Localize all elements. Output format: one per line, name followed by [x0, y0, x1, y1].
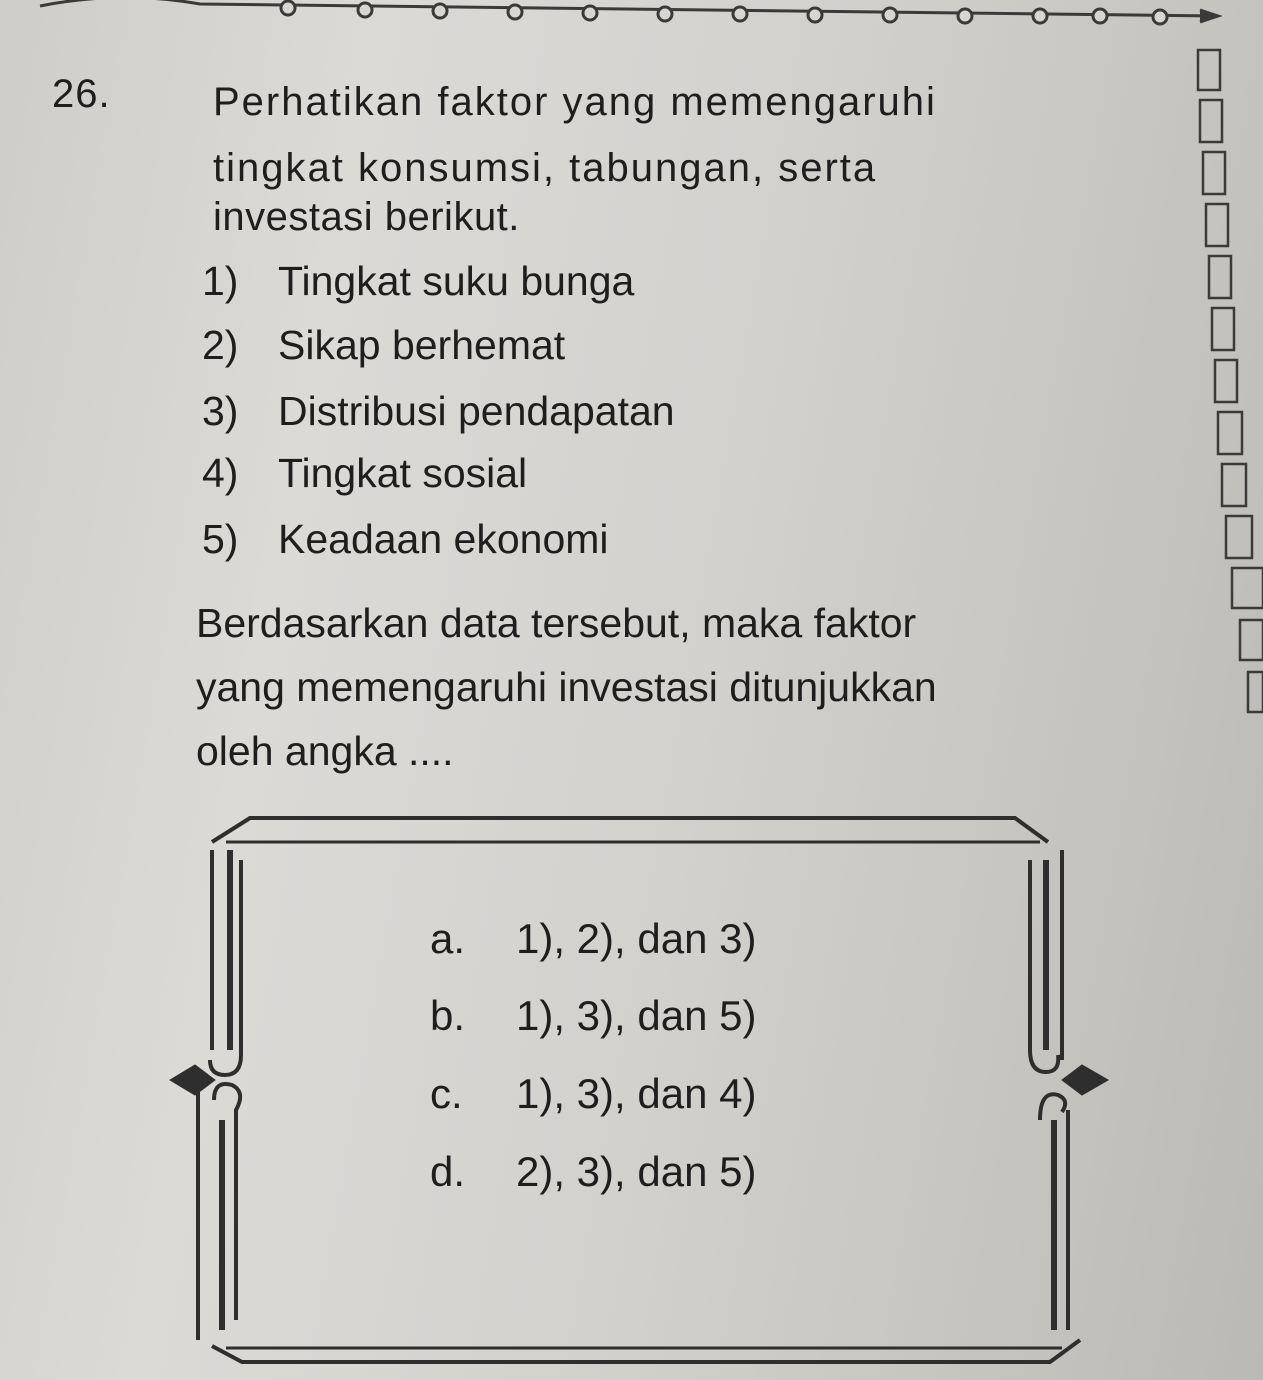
list-item-number: 1)	[202, 258, 239, 304]
list-item-number: 4)	[202, 450, 239, 496]
option-letter: c.	[430, 1070, 463, 1117]
option-letter: d.	[430, 1148, 466, 1195]
list-item	[202, 258, 634, 305]
list-item	[202, 450, 527, 497]
question-prompt-line-2: yang memengaruhi investasi ditunjukkan	[196, 664, 937, 710]
answer-option-a[interactable]	[430, 915, 756, 963]
option-letter: a.	[430, 915, 466, 962]
question-prompt-line-1: Berdasarkan data tersebut, maka faktor	[196, 600, 917, 646]
list-item-text: Sikap berhemat	[278, 322, 566, 368]
list-item-text: Distribusi pendapatan	[278, 388, 675, 434]
option-letter: b.	[430, 992, 466, 1039]
option-text: 1), 3), dan 4)	[516, 1070, 757, 1117]
list-item-number: 2)	[202, 322, 239, 368]
list-item-text: Keadaan ekonomi	[278, 516, 609, 562]
top-chain-border	[40, 0, 1218, 24]
question-number: 26.	[52, 72, 111, 116]
question-prompt-line-3: oleh angka ....	[196, 728, 454, 774]
list-item	[202, 322, 565, 369]
question-stem-line-3: investasi berikut.	[213, 195, 520, 239]
answer-option-b[interactable]	[430, 992, 756, 1040]
question-stem-line-2: tingkat konsumsi, tabungan, serta	[213, 146, 878, 190]
list-item	[202, 388, 675, 435]
option-text: 2), 3), dan 5)	[516, 1148, 757, 1195]
list-item	[202, 516, 609, 563]
list-item-number: 5)	[202, 516, 239, 562]
option-text: 1), 2), dan 3)	[516, 915, 757, 962]
list-item-text: Tingkat suku bunga	[278, 258, 635, 304]
list-item-text: Tingkat sosial	[278, 450, 528, 496]
option-text: 1), 3), dan 5)	[516, 992, 757, 1039]
answer-option-d[interactable]	[430, 1148, 756, 1196]
list-item-number: 3)	[202, 388, 239, 434]
right-checker-border	[1198, 50, 1263, 712]
question-stem-line-1: Perhatikan faktor yang memengaruhi	[213, 80, 937, 124]
answer-option-c[interactable]	[430, 1070, 756, 1118]
